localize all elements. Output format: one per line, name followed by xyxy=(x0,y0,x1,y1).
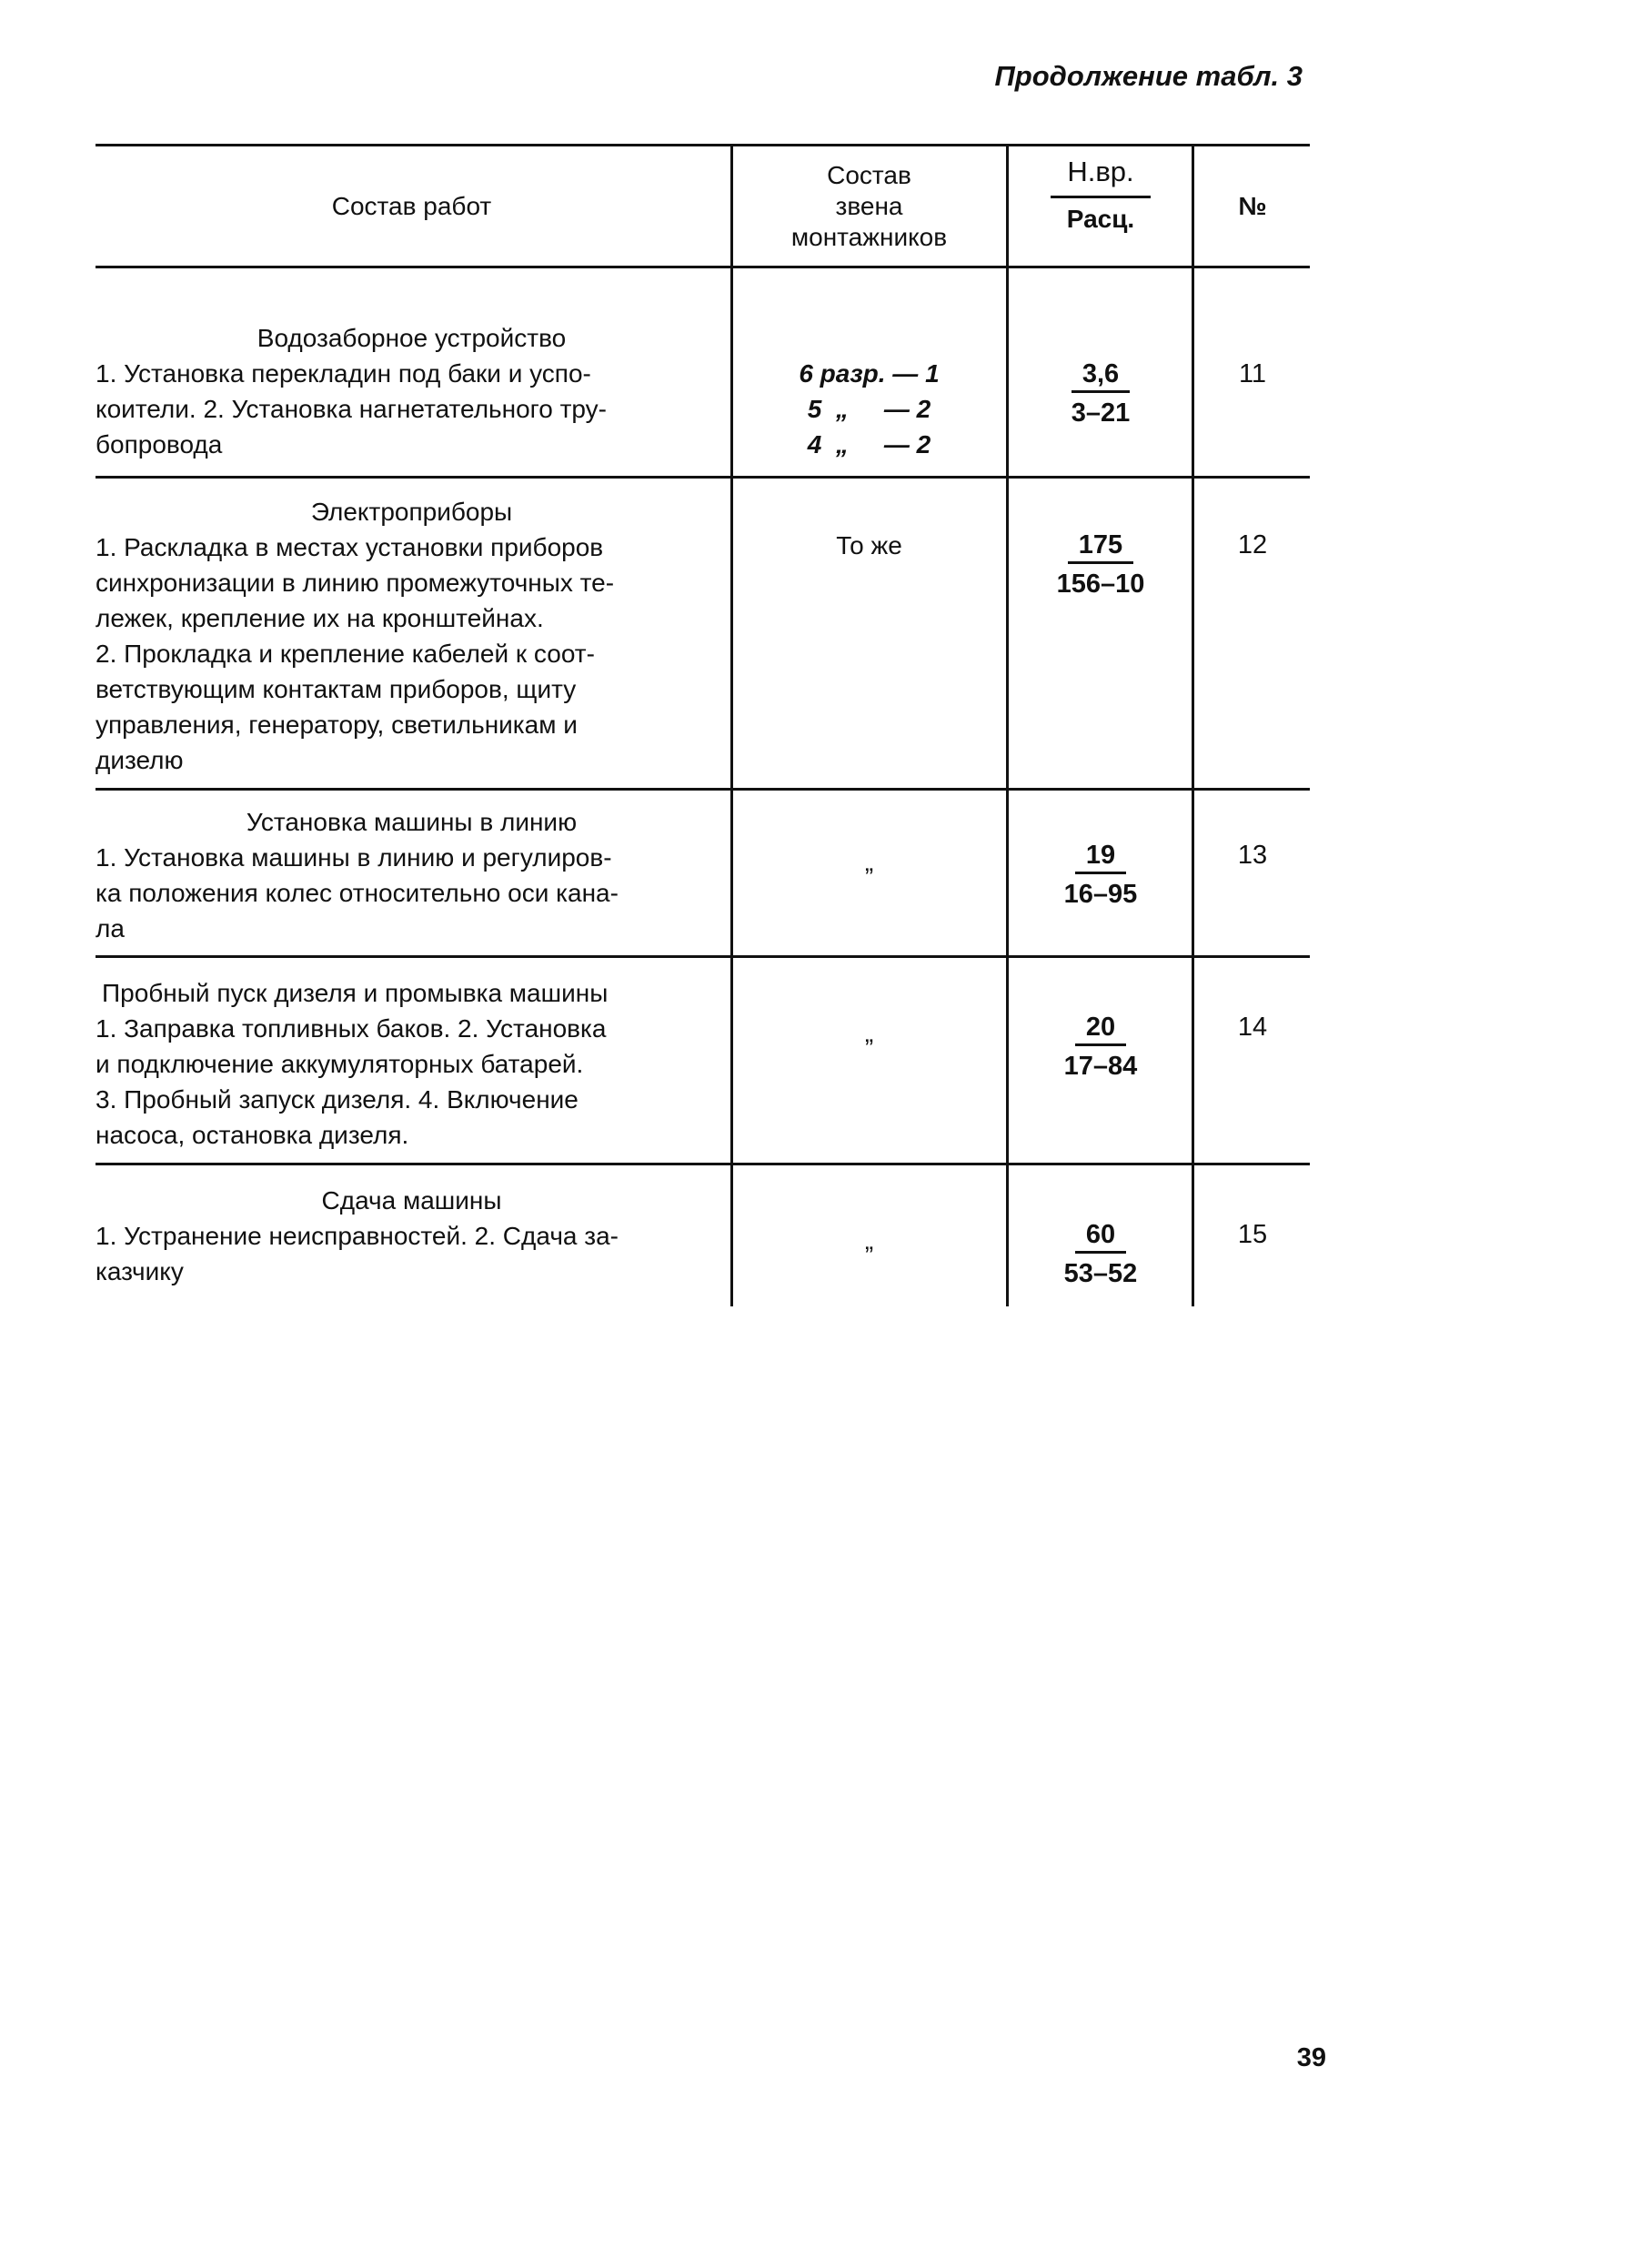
header-bottom-rule xyxy=(96,266,1310,268)
row-number: 13 xyxy=(1237,841,1268,870)
row-title: Водозаборное устройство xyxy=(257,324,567,352)
crew-line: 5 „ — 2 xyxy=(807,395,931,423)
norm-rate-value: 3–21 xyxy=(1071,398,1131,428)
norm-time-value: 175 xyxy=(1068,529,1133,564)
crew-composition xyxy=(735,356,1003,462)
norm-rate-value: 17–84 xyxy=(1063,1052,1138,1081)
row-description: 1. Устранение неисправностей. 2. Сдача за- казчику xyxy=(96,1222,619,1285)
row-number: 12 xyxy=(1237,530,1268,559)
crew-composition: „ xyxy=(864,1226,874,1255)
header-work-composition: Состав работ xyxy=(331,192,492,220)
crew-composition: „ xyxy=(864,848,874,876)
row-number: 14 xyxy=(1237,1013,1268,1042)
column-divider xyxy=(730,144,733,1306)
row-description: 1. Установка перекладин под баки и успо- коители. 2. Установка нагнетательного тру- бопровода xyxy=(96,359,608,459)
row-description: 1. Установка машины в линию и регулиров- ка положения колес относительно оси кана- ла xyxy=(96,843,619,942)
norm-fraction xyxy=(1011,529,1191,600)
norm-fraction xyxy=(1011,1011,1191,1083)
row-title: Пробный пуск дизеля и промывка машины xyxy=(102,979,609,1007)
row-title: Установка машины в линию xyxy=(246,808,578,836)
norm-time-value: 60 xyxy=(1075,1218,1126,1254)
page-number: 39 xyxy=(1296,2043,1326,2072)
row-title: Электроприборы xyxy=(310,498,513,526)
header-norm-time: Н.вр. xyxy=(1067,156,1134,187)
norm-rate-value: 156–10 xyxy=(1056,570,1145,599)
table-top-rule xyxy=(96,144,1310,146)
header-norm xyxy=(1011,156,1191,235)
header-number: № xyxy=(1238,192,1267,220)
row-divider xyxy=(96,1163,1310,1165)
norm-fraction xyxy=(1011,839,1191,911)
header-fraction-line xyxy=(1051,196,1151,198)
norm-time-value: 20 xyxy=(1075,1011,1126,1046)
row-description: 1. Раскладка в местах установки приборов синхронизации в линию промежуточных те- лежек, крепление их на кронштейнах. 2. Прокладка и крепление кабелей к соот- ветствующим контактам приборов, щиту управления, генератору, светильникам и дизелю xyxy=(96,533,615,774)
row-description: 1. Заправка топливных баков. 2. Установка и подключение аккумуляторных батарей. 3. Пробный запуск дизеля. 4. Включение насоса, остановка дизеля. xyxy=(96,1014,607,1149)
column-divider xyxy=(1192,144,1194,1306)
norm-time-value: 3,6 xyxy=(1072,358,1130,393)
row-title: Сдача машины xyxy=(321,1186,502,1215)
norm-time-value: 19 xyxy=(1075,839,1126,874)
crew-line: 6 разр. — 1 xyxy=(799,359,940,388)
row-divider xyxy=(96,788,1310,791)
crew-composition: То же xyxy=(836,531,902,559)
column-divider xyxy=(1006,144,1009,1306)
norm-fraction xyxy=(1011,1218,1191,1290)
table-continuation-caption: Продолжение табл. 3 xyxy=(994,60,1303,92)
norm-rate-value: 53–52 xyxy=(1063,1259,1138,1288)
row-number: 11 xyxy=(1238,359,1267,388)
row-divider xyxy=(96,476,1310,479)
norm-fraction xyxy=(1011,358,1191,429)
header-crew-composition: Состав звена монтажников xyxy=(790,161,948,251)
norm-rate-value: 16–95 xyxy=(1063,880,1138,909)
header-norm-rate: Расц. xyxy=(1066,205,1135,233)
crew-line: 4 „ — 2 xyxy=(807,430,931,459)
crew-composition: „ xyxy=(864,1019,874,1047)
row-number: 15 xyxy=(1237,1220,1268,1249)
row-divider xyxy=(96,955,1310,958)
